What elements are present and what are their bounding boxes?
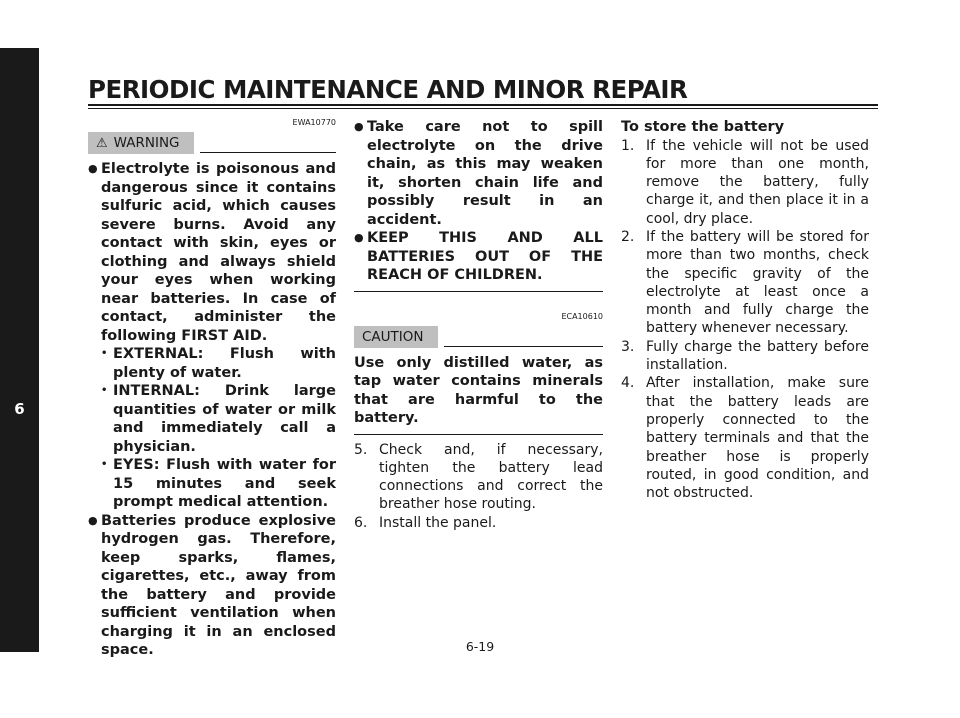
column-1: [88, 118, 336, 660]
storage-number: 3.: [621, 338, 635, 355]
warning-bullet: ● Electrolyte is poisonous and dangerous since it contains sulfuric acid, which causes severe burns. Avoid any contact with skin, eyes or clothing and always shield your eyes when working near batteries. In case of contact, administer the following FIRST AID.: [88, 161, 336, 344]
caution-label-box: [354, 326, 438, 348]
warning-label-line: [200, 152, 336, 153]
warning-bullet: ● KEEP THIS AND ALL BATTERIES OUT OF THE REACH OF CHILDREN.: [354, 230, 603, 283]
header-rule: [88, 104, 878, 106]
warning-sub-bullet: • EXTERNAL: Flush with plenty of water.: [101, 346, 336, 381]
storage-number: 4.: [621, 375, 635, 392]
storage-item: [621, 338, 869, 375]
small-bullet-icon: •: [101, 348, 108, 359]
warning-label: WARNING: [113, 135, 180, 151]
small-bullet-icon: •: [101, 459, 108, 470]
storage-heading: To store the battery: [621, 119, 785, 135]
column-2: [354, 118, 603, 532]
caution-label: CAUTION: [362, 328, 424, 345]
bullet-dot-icon: ●: [354, 231, 364, 244]
storage-text: After installation, make sure that the battery leads are properly connected to the battery terminals and that the breather hose is properly routed, in good condition, and not obstructed.: [646, 375, 869, 502]
storage-text: If the battery will be stored for more than two months, check the specific gravity of the electrolyte at least once a month and fully charge the battery whenever necessary.: [646, 228, 869, 337]
storage-number: 2.: [621, 228, 635, 245]
step-number: 5.: [354, 441, 368, 458]
storage-text: Fully charge the battery before installation.: [646, 338, 869, 374]
step-text: Check and, if necessary, tighten the battery lead connections and correct the breather hose routing.: [379, 441, 603, 513]
caution-label-line: [444, 346, 604, 347]
warning-end-rule: [354, 291, 603, 292]
bullet-dot-icon: ●: [88, 513, 98, 527]
step-text: Install the panel.: [379, 514, 497, 531]
step-item: [354, 514, 603, 532]
chapter-tab: [0, 48, 39, 652]
warning-label-box: [88, 132, 194, 154]
chapter-tab-number: 6: [14, 400, 25, 418]
warning-header: [88, 130, 336, 154]
warning-bullet: ● Take care not to spill electrolyte on the drive chain, as this may weaken it, shorten chain life and possibly result in an accident.: [354, 119, 603, 228]
warning-sub-bullet: • EYES: Flush with water for 15 minutes and seek prompt medical attention.: [101, 457, 336, 510]
warning-bullet: ● Batteries produce explosive hydrogen gas. Therefore, keep sparks, flames, cigarettes, etc., away from the battery and provide sufficient ventilation when charging it in an enclosed space.: [88, 512, 336, 658]
storage-item: [621, 374, 869, 502]
bullet-dot-icon: ●: [88, 162, 98, 175]
storage-text: If the vehicle will not be used for more than one month, remove the battery, fully charge it, and then place it in a cool, dry place.: [646, 137, 869, 227]
warning-triangle-icon: ⚠: [96, 136, 108, 151]
caution-header: [354, 324, 603, 348]
storage-item: [621, 137, 869, 228]
column-3: [621, 118, 869, 502]
header-rule-thin: [88, 108, 878, 109]
page-number: 6-19: [465, 639, 495, 654]
caution-code: ECA10610: [561, 311, 603, 321]
step-item: [354, 441, 603, 514]
small-bullet-icon: •: [101, 385, 108, 396]
bullet-dot-icon: ●: [354, 120, 364, 133]
storage-item: [621, 228, 869, 338]
page-title: PERIODIC MAINTENANCE AND MINOR REPAIR: [88, 75, 688, 104]
caution-text: Use only distilled water, as tap water contains minerals that are harmful to the battery.: [354, 354, 603, 426]
storage-number: 1.: [621, 137, 635, 154]
step-number: 6.: [354, 514, 368, 531]
warning-sub-bullet: • INTERNAL: Drink large quantities of water or milk and immediately call a physician.: [101, 383, 336, 455]
caution-end-rule: [354, 434, 603, 435]
warning-code: EWA10770: [292, 118, 336, 127]
